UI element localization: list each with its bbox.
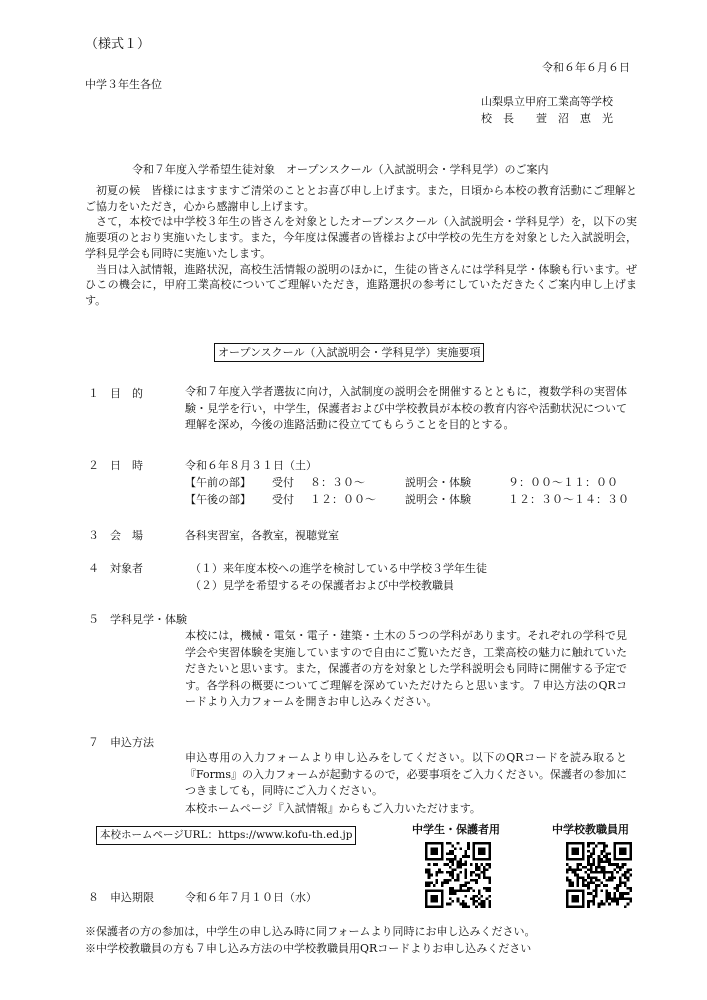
apply-text: 申込専用の入力フォームより申し込みをしてください。以下のQRコードを読み取ると『Forms』の入力フォームが起動するので，必要事項をご入力ください。保護者の参加につきましても，同時にご入力ください。 [185,751,627,797]
am-reception-label: 受付 [272,476,294,489]
pm-reception-time: １２：００〜 [310,493,376,506]
form-label: （様式１） [85,37,151,52]
apply-label: 申込方法 [110,736,154,749]
target-label: 対象者 [110,562,143,575]
intro-text [85,183,637,309]
sender-principal: 校 長 萱 沼 恵 光 [481,112,613,125]
qr-student-label: 中学生・保護者用 [412,823,500,836]
pm-session-label: 説明会・体験 [405,493,471,506]
qr-code-teacher[interactable] [566,842,632,908]
venue-label: 会 場 [110,529,143,542]
qr-teacher-label: 中学校教職員用 [552,823,629,836]
tour-text: 本校には，機械・電気・電子・建築・土木の５つの学科があります。それぞれの学科で見学会や実習体験を実施していますので自由にご覧いただき，工業高校の魅力に触れていただきたいと思います。また，保護者の方を対象とした学科説明会も同時に開催する予定です。各学科の概要についてご理解を深めていただけたらと思います。７申込方法のQRコードより入力フォームを開きお申し込みください。 [185,629,627,708]
pm-session-time: １２：３０〜１４：３０ [508,493,629,506]
homepage-url[interactable]: 本校ホームページURL：https://www.kofu-th.ed.jp [96,826,356,845]
am-reception-time: ８：３０〜 [310,476,365,489]
recipient: 中学３年生各位 [85,78,162,91]
item-number-8: ８ [88,891,99,904]
event-date: 令和６年８月３１日（土） [185,459,317,472]
note-1: ※保護者の方の参加は，中学生の申し込み時に同フォームより同時にお申し込みください。 [85,925,536,938]
purpose-label: 目 的 [110,387,143,400]
item-number-5: ５ [88,613,99,626]
target-line-2: （２）見学を希望するその保護者および中学校教職員 [190,579,454,592]
item-number-1: １ [88,387,99,400]
item-number-3: ３ [88,529,99,542]
intro-paragraph-3: 当日は入試情報，進路状況，高校生活情報の説明のほかに，生徒の皆さんには学科見学・体験も行います。ぜひこの機会に，甲府工業高校についてご理解いただき，進路選択の参考にしていただきたくご案内申し上げます。 [85,262,637,307]
intro-paragraph-2: さて，本校では中学校３年生の皆さんを対象としたオープンスクール（入試説明会・学科見学）を，以下の実施要項のとおり実施いたします。また，今年度は保護者の皆様および中学校の先生方を対象とした入試説明会，学科見学会も同時に実施いたします。 [85,215,637,260]
item-number-4: ４ [88,562,99,575]
am-part-label: 【午前の部】 [185,476,251,489]
item-number-2: ２ [88,459,99,472]
am-session-label: 説明会・体験 [405,476,471,489]
pm-part-label: 【午後の部】 [185,493,251,506]
qr-code-student[interactable] [425,842,491,908]
pm-reception-label: 受付 [272,493,294,506]
purpose-text: 令和７年度入学者選抜に向け，入試制度の説明会を開催するとともに，複数学科の実習体験・見学を行い，中学生，保護者および中学校教員が本校の教育内容や活動状況について理解を深め，今後の進路活動に役立ててもらうことを目的とする。 [185,385,627,431]
apply-homepage-note: 本校ホームページ『入試情報』からもご入力いただけます。 [185,802,481,815]
sender-school: 山梨県立甲府工業高等学校 [481,95,613,108]
tour-label: 学科見学・体験 [110,613,187,626]
deadline-label: 申込期限 [110,891,154,904]
datetime-label: 日 時 [110,459,143,472]
target-line-1: （１）来年度本校への進学を検討している中学校３学年生徒 [190,562,487,575]
intro-paragraph-1: 初夏の候 皆様にはますますご清栄のこととお喜び申し上げます。また，日頃から本校の教育活動にご理解とご協力をいただき，心から感謝申し上げます。 [85,184,637,213]
item-number-7: ７ [88,736,99,749]
am-session-time: ９：００〜１１：００ [508,476,618,489]
deadline-text: 令和６年７月１０日（水） [185,891,317,904]
document-title: 令和７年度入学希望生徒対象 オープンスクール（入試説明会・学科見学）のご案内 [132,163,549,176]
venue-text: 各科実習室，各教室，視聴覚室 [185,529,339,542]
issue-date: 令和６年６月６日 [542,61,630,74]
section-heading: オープンスクール（入試説明会・学科見学）実施要項 [214,343,484,362]
note-2: ※中学校教職員の方も７申し込み方法の中学校教職員用QRコードよりお申し込みください [85,942,532,955]
